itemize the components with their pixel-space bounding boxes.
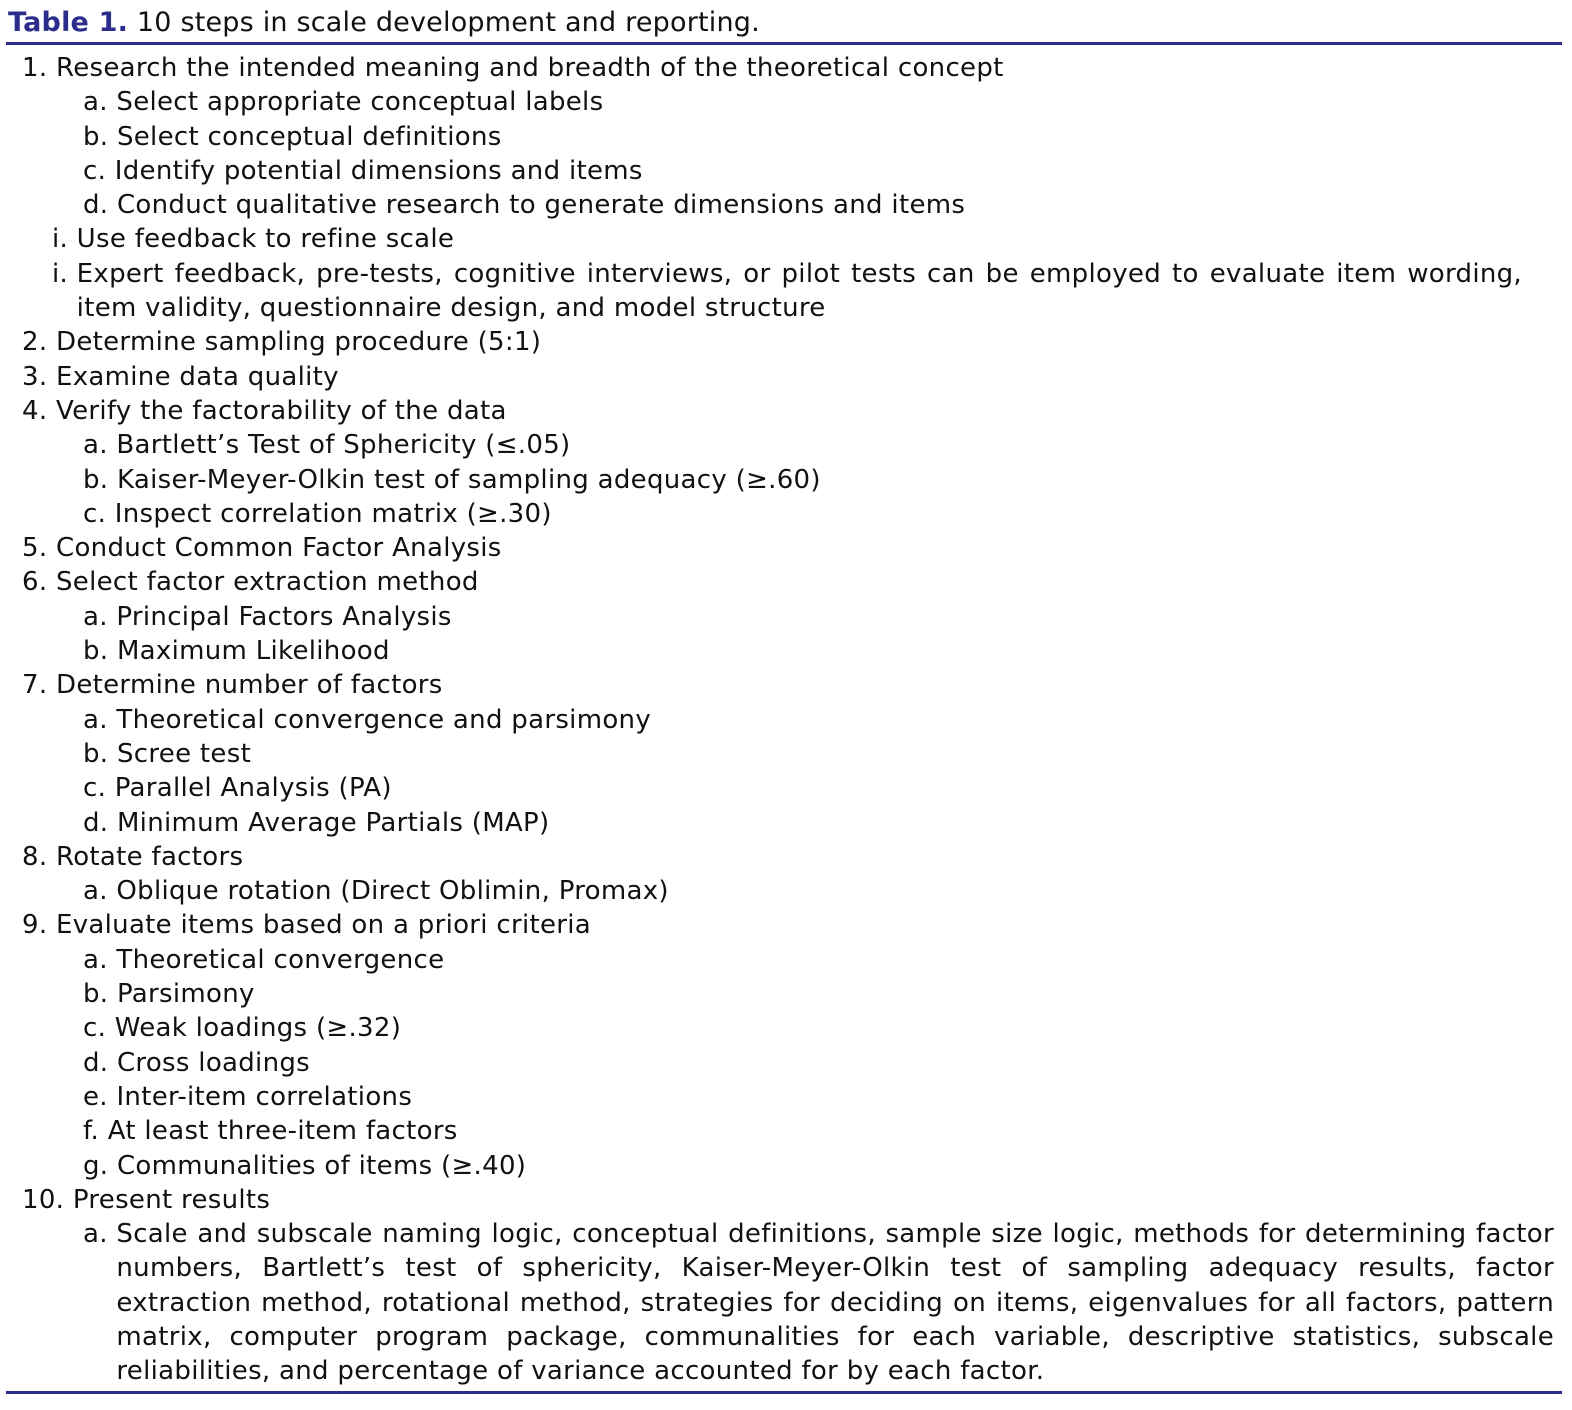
step-text: Determine sampling procedure (5:1) [56,327,542,358]
step-8 [0,840,1560,874]
substep-9b [0,977,1560,1011]
substep-4c [0,497,1560,531]
step-marker: a. [83,876,108,907]
substep-9f [0,1114,1560,1148]
step-text: Rotate factors [56,841,244,872]
step-marker: a. [83,601,108,632]
step-marker: d. [83,190,109,221]
substep-1a [0,85,1560,119]
step-marker: 6. [22,567,48,598]
step-4 [0,394,1560,428]
step-marker: a. [83,430,108,461]
step-3 [0,360,1560,394]
step-text: Select appropriate conceptual labels [116,87,604,118]
step-marker: c. [83,1013,107,1044]
step-text: Principal Factors Analysis [116,601,452,632]
step-text: At least three-item factors [107,1116,458,1147]
step-marker: e. [83,1081,108,1112]
subsubstep-1d-ii [0,257,1560,326]
step-6 [0,565,1560,599]
step-text: Evaluate items based on a priori criteria [56,910,592,941]
step-text: Maximum Likelihood [116,636,390,667]
step-5 [0,531,1560,565]
step-text: Identify potential dimensions and items [114,155,643,186]
step-text: Kaiser-Meyer-Olkin test of sampling adequacy (≥.60) [116,464,821,495]
step-1 [0,51,1560,85]
step-marker: a. [83,944,108,975]
substep-4a [0,428,1560,462]
step-marker: b. [83,464,109,495]
step-text: Theoretical convergence [116,944,445,975]
step-text: Present results [72,1184,271,1215]
substep-9a [0,943,1560,977]
step-marker: a. [83,1219,108,1250]
step-marker: 5. [22,533,48,564]
top-rule [6,42,1562,45]
step-text: Bartlett’s Test of Sphericity (≤.05) [116,430,571,461]
step-marker: b. [83,979,109,1010]
step-text: Inter-item correlations [116,1081,413,1112]
step-text: Weak loadings (≥.32) [114,1013,402,1044]
substep-7c [0,771,1560,805]
substep-9c [0,1011,1560,1045]
step-marker: c. [83,498,107,529]
step-text: Communalities of items (≥.40) [116,1150,527,1181]
step-marker: c. [83,773,107,804]
step-marker: 9. [22,910,48,941]
steps-list [0,51,1560,1389]
step-text: Expert feedback, pre-tests, cognitive interviews, or pilot tests can be employed to evaluate item wording, item validity, questionnaire design, and model structure [76,258,1522,324]
substep-7b [0,737,1560,771]
subsubstep-1d-i [0,222,1560,256]
step-text: Conduct Common Factor Analysis [56,533,502,564]
step-marker: 8. [22,841,48,872]
step-text: Parsimony [116,979,255,1010]
step-text: Inspect correlation matrix (≥.30) [114,498,552,529]
step-text: Determine number of factors [56,670,443,701]
substep-7a [0,703,1560,737]
step-marker: a. [83,704,108,735]
substep-6a [0,600,1560,634]
step-10 [0,1183,1560,1217]
step-7 [0,668,1560,702]
step-marker: 7. [22,670,48,701]
step-text: Examine data quality [56,361,339,392]
step-text: Research the intended meaning and breadth of the theoretical concept [56,53,1004,83]
step-2 [0,325,1560,359]
step-marker: d. [83,807,109,838]
step-marker: c. [83,155,107,186]
step-text: Scree test [116,738,252,769]
table-label: Table 1. [8,7,129,38]
step-text: Theoretical convergence and parsimony [116,704,652,735]
substep-6b [0,634,1560,668]
step-text: Verify the factorability of the data [56,395,507,426]
table-title: 10 steps in scale development and reporting. [136,7,760,38]
step-text: Oblique rotation (Direct Oblimin, Promax) [116,876,669,907]
step-marker: g. [83,1150,109,1181]
step-text: Conduct qualitative research to generate dimensions and items [116,190,966,221]
step-marker: 3. [22,361,48,392]
step-text: Scale and subscale naming logic, conceptual definitions, sample size logic, methods for determining factor numbers, Bartlett’s test of sphericity, Kaiser-Meyer-Olkin test of sampling adequacy results, factor extraction method, rotational method, strategies for deciding on items, eigenvalues for all factors, pattern matrix, computer program package, communalities for each variable, descriptive statistics, subscale reliabilities, and percentage of variance accounted for by each factor. [116,1219,1554,1387]
substep-10a [0,1217,1560,1388]
substep-4b [0,463,1560,497]
step-marker: b. [83,636,109,667]
step-marker: d. [83,1047,109,1078]
step-text: Select factor extraction method [56,567,479,598]
substep-8a [0,874,1560,908]
step-marker: i. [52,224,69,255]
step-9 [0,908,1560,942]
step-text: Cross loadings [116,1047,311,1078]
step-text: Minimum Average Partials (MAP) [116,807,550,838]
substep-1d [0,188,1560,222]
substep-1b [0,120,1560,154]
step-marker: b. [83,738,109,769]
step-text: Select conceptual definitions [116,121,502,152]
substep-1c [0,154,1560,188]
table-caption [8,6,760,40]
step-text: Parallel Analysis (PA) [114,773,392,804]
step-marker: i. [52,258,69,289]
substep-7d [0,806,1560,840]
step-text: Use feedback to refine scale [76,224,455,255]
step-marker: f. [83,1116,100,1147]
step-marker: 10. [22,1184,65,1215]
step-marker: 4. [22,395,48,426]
step-marker: b. [83,121,109,152]
substep-9d [0,1046,1560,1080]
step-marker: 1. [22,53,48,83]
substep-9e [0,1080,1560,1114]
step-marker: 2. [22,327,48,358]
bottom-rule [6,1391,1562,1394]
substep-9g [0,1149,1560,1183]
step-marker: a. [83,87,108,118]
